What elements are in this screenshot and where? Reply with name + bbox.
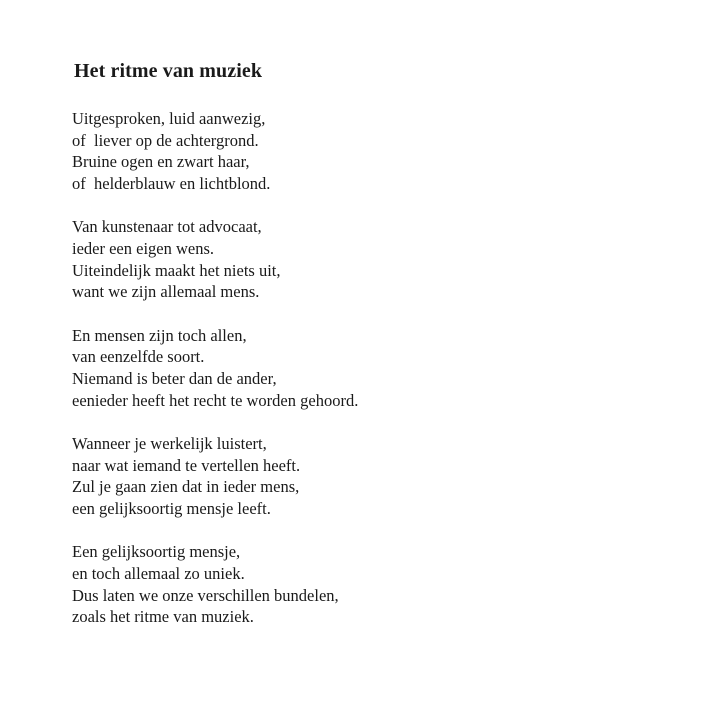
poem-line: Bruine ogen en zwart haar, [72,152,250,172]
poem-line: Niemand is beter dan de ander, [72,369,277,389]
poem-line: En mensen zijn toch allen, [72,325,247,345]
poem-line: Van kunstenaar tot advocaat, [72,217,262,237]
poem-line: Zul je gaan zien dat in ieder mens, [72,477,300,497]
stanza-4 [72,433,358,520]
poem-line: naar wat iemand te vertellen heeft. [72,455,301,475]
poem-line: Dus laten we onze verschillen bundelen, [72,585,339,605]
poem-line: een gelijksoortig mensje leeft. [72,499,271,519]
poem-line: Een gelijksoortig mensje, [72,542,241,562]
poem-line: en toch allemaal zo uniek. [72,563,245,583]
stanza-3 [72,325,358,412]
stanza-5 [72,541,358,628]
poem-line: zoals het ritme van muziek. [72,607,254,627]
poem-line: want we zijn allemaal mens. [72,282,260,302]
poem-body [72,108,358,650]
poem-line: van eenzelfde soort. [72,347,205,367]
poem-line: eenieder heeft het recht te worden gehoord. [72,390,359,410]
poem-line: Wanneer je werkelijk luistert, [72,433,267,453]
poem-title: Het ritme van muziek [74,60,263,82]
stanza-2 [72,216,358,303]
poem-line: Uitgesproken, luid aanwezig, [72,109,266,128]
poem-line: of liever op de achtergrond. [72,130,259,150]
poem-line: of helderblauw en lichtblond. [72,174,271,194]
stanza-1 [72,108,358,195]
poem-line: Uiteindelijk maakt het niets uit, [72,260,281,280]
poem-line: ieder een eigen wens. [72,239,215,259]
